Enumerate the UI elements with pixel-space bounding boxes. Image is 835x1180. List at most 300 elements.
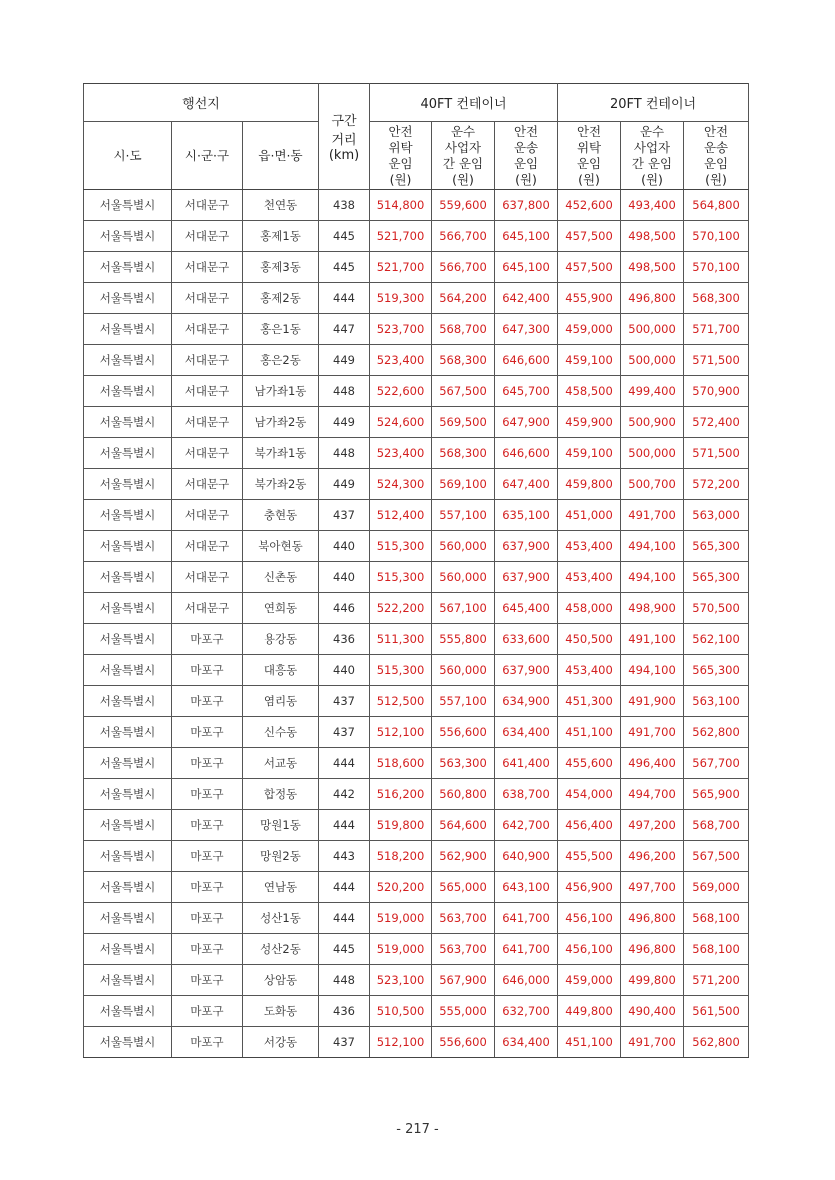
cell-20ft-consign: 459,100 [558,438,621,469]
cell-20ft-carrier: 494,100 [621,655,684,686]
cell-20ft-transport: 571,200 [684,965,749,996]
cell-40ft-carrier: 556,600 [432,717,495,748]
header-distance-line: 구간 [331,114,357,129]
header-fare-line: 간 운임 [631,155,673,171]
table-row [84,965,749,996]
cell-20ft-carrier: 491,700 [621,717,684,748]
cell-dong: 용강동 [243,624,319,655]
cell-distance: 437 [319,1027,370,1058]
table-body [84,190,749,1058]
header-fare-line: (원) [452,171,474,187]
cell-40ft-carrier: 568,300 [432,438,495,469]
cell-40ft-consign: 515,300 [370,655,432,686]
cell-20ft-transport: 567,700 [684,748,749,779]
header-fare-line: 운임 [703,155,729,171]
header-fare-col [495,122,558,190]
cell-distance: 436 [319,624,370,655]
header-fare-line: 운송 [703,139,729,155]
table-row [84,190,749,221]
cell-dong: 염리동 [243,686,319,717]
table-row [84,438,749,469]
cell-40ft-transport: 637,800 [495,190,558,221]
cell-20ft-consign: 456,100 [558,903,621,934]
header-distance-line: 거리 [331,133,357,148]
cell-20ft-transport: 572,200 [684,469,749,500]
header-fare-col [621,122,684,190]
cell-distance: 444 [319,283,370,314]
cell-dong: 북가좌1동 [243,438,319,469]
cell-sido: 서울특별시 [84,903,172,934]
cell-sido: 서울특별시 [84,376,172,407]
cell-sigungu: 서대문구 [172,562,243,593]
cell-40ft-consign: 519,000 [370,903,432,934]
header-fare-line: 사업자 [633,139,671,155]
cell-dong: 상암동 [243,965,319,996]
cell-20ft-carrier: 500,700 [621,469,684,500]
cell-40ft-consign: 520,200 [370,872,432,903]
cell-20ft-carrier: 494,700 [621,779,684,810]
cell-dong: 연남동 [243,872,319,903]
cell-20ft-carrier: 498,500 [621,252,684,283]
header-fare-col [684,122,749,190]
cell-40ft-transport: 634,900 [495,686,558,717]
cell-20ft-consign: 449,800 [558,996,621,1027]
cell-40ft-transport: 641,700 [495,934,558,965]
cell-20ft-consign: 453,400 [558,531,621,562]
cell-40ft-consign: 515,300 [370,562,432,593]
cell-dong: 대흥동 [243,655,319,686]
cell-20ft-carrier: 496,200 [621,841,684,872]
cell-dong: 망원2동 [243,841,319,872]
cell-20ft-consign: 458,000 [558,593,621,624]
cell-20ft-carrier: 496,800 [621,934,684,965]
cell-sido: 서울특별시 [84,283,172,314]
cell-20ft-consign: 459,900 [558,407,621,438]
cell-sigungu: 서대문구 [172,438,243,469]
cell-sigungu: 마포구 [172,996,243,1027]
table-header [84,84,749,190]
cell-40ft-consign: 512,400 [370,500,432,531]
cell-20ft-transport: 570,500 [684,593,749,624]
cell-20ft-consign: 455,600 [558,748,621,779]
cell-40ft-consign: 518,200 [370,841,432,872]
cell-sido: 서울특별시 [84,624,172,655]
cell-dong: 신수동 [243,717,319,748]
cell-sido: 서울특별시 [84,655,172,686]
cell-20ft-carrier: 491,700 [621,500,684,531]
table-row [84,345,749,376]
cell-sigungu: 마포구 [172,903,243,934]
cell-sigungu: 서대문구 [172,314,243,345]
cell-dong: 서교동 [243,748,319,779]
header-fare-col [558,122,621,190]
cell-20ft-consign: 451,100 [558,1027,621,1058]
cell-sigungu: 마포구 [172,686,243,717]
fare-table [83,83,749,1058]
cell-distance: 437 [319,686,370,717]
cell-40ft-carrier: 567,900 [432,965,495,996]
cell-distance: 442 [319,779,370,810]
cell-20ft-consign: 456,100 [558,934,621,965]
cell-20ft-transport: 570,100 [684,221,749,252]
cell-40ft-consign: 523,400 [370,438,432,469]
cell-40ft-transport: 634,400 [495,1027,558,1058]
cell-distance: 449 [319,469,370,500]
cell-40ft-carrier: 557,100 [432,686,495,717]
cell-dong: 홍은2동 [243,345,319,376]
cell-20ft-transport: 561,500 [684,996,749,1027]
header-sigungu: 시·군·구 [172,122,243,190]
cell-sigungu: 서대문구 [172,500,243,531]
table-row [84,779,749,810]
cell-sigungu: 마포구 [172,779,243,810]
cell-20ft-carrier: 494,100 [621,531,684,562]
cell-20ft-transport: 563,000 [684,500,749,531]
cell-dong: 신촌동 [243,562,319,593]
cell-40ft-consign: 519,300 [370,283,432,314]
cell-sigungu: 서대문구 [172,531,243,562]
cell-40ft-transport: 641,400 [495,748,558,779]
cell-dong: 홍제1동 [243,221,319,252]
cell-distance: 448 [319,376,370,407]
cell-40ft-transport: 632,700 [495,996,558,1027]
cell-40ft-transport: 633,600 [495,624,558,655]
header-sido: 시·도 [84,122,172,190]
cell-sido: 서울특별시 [84,345,172,376]
cell-distance: 440 [319,655,370,686]
cell-sido: 서울특별시 [84,252,172,283]
cell-40ft-carrier: 555,800 [432,624,495,655]
cell-20ft-consign: 459,100 [558,345,621,376]
cell-40ft-carrier: 560,800 [432,779,495,810]
cell-20ft-consign: 454,000 [558,779,621,810]
cell-40ft-transport: 647,400 [495,469,558,500]
cell-dong: 충현동 [243,500,319,531]
cell-sido: 서울특별시 [84,314,172,345]
cell-20ft-consign: 451,000 [558,500,621,531]
cell-20ft-consign: 457,500 [558,252,621,283]
table-row [84,624,749,655]
table-row [84,500,749,531]
cell-40ft-carrier: 563,700 [432,903,495,934]
table-row [84,996,749,1027]
cell-40ft-carrier: 560,000 [432,562,495,593]
header-fare-line: 사업자 [444,139,482,155]
cell-sido: 서울특별시 [84,686,172,717]
cell-sido: 서울특별시 [84,1027,172,1058]
cell-40ft-consign: 514,800 [370,190,432,221]
table-row [84,717,749,748]
cell-dong: 남가좌2동 [243,407,319,438]
cell-dong: 북아현동 [243,531,319,562]
header-fare-col [432,122,495,190]
cell-sido: 서울특별시 [84,221,172,252]
cell-40ft-consign: 521,700 [370,252,432,283]
cell-sigungu: 마포구 [172,810,243,841]
header-distance [319,84,370,190]
cell-20ft-consign: 456,900 [558,872,621,903]
cell-40ft-consign: 515,300 [370,531,432,562]
cell-20ft-carrier: 496,800 [621,903,684,934]
cell-40ft-consign: 510,500 [370,996,432,1027]
cell-20ft-carrier: 500,000 [621,438,684,469]
table-row [84,407,749,438]
cell-40ft-carrier: 568,700 [432,314,495,345]
cell-sigungu: 서대문구 [172,376,243,407]
cell-40ft-transport: 641,700 [495,903,558,934]
cell-20ft-consign: 459,800 [558,469,621,500]
cell-40ft-consign: 523,700 [370,314,432,345]
cell-20ft-consign: 459,000 [558,314,621,345]
cell-20ft-transport: 570,100 [684,252,749,283]
cell-40ft-transport: 640,900 [495,841,558,872]
header-row-2 [84,122,749,190]
cell-40ft-carrier: 556,600 [432,1027,495,1058]
cell-20ft-carrier: 499,400 [621,376,684,407]
cell-sigungu: 서대문구 [172,252,243,283]
header-fare-line: 운수 [639,123,665,139]
cell-dong: 북가좌2동 [243,469,319,500]
cell-40ft-carrier: 559,600 [432,190,495,221]
cell-dong: 천연동 [243,190,319,221]
header-fare-line: 운수 [450,123,476,139]
cell-20ft-consign: 456,400 [558,810,621,841]
header-20ft: 20FT 컨테이너 [558,84,749,122]
cell-20ft-transport: 565,300 [684,655,749,686]
table-row [84,841,749,872]
cell-40ft-consign: 512,500 [370,686,432,717]
table-row [84,593,749,624]
cell-sido: 서울특별시 [84,934,172,965]
cell-sigungu: 마포구 [172,934,243,965]
cell-20ft-consign: 453,400 [558,655,621,686]
cell-40ft-consign: 522,600 [370,376,432,407]
cell-sigungu: 마포구 [172,872,243,903]
table-row [84,252,749,283]
cell-20ft-transport: 564,800 [684,190,749,221]
cell-40ft-transport: 647,900 [495,407,558,438]
cell-sigungu: 서대문구 [172,407,243,438]
cell-sigungu: 서대문구 [172,283,243,314]
header-fare-line: (원) [578,171,600,187]
table-row [84,562,749,593]
header-fare-line: 위탁 [388,139,413,155]
cell-20ft-carrier: 494,100 [621,562,684,593]
cell-20ft-consign: 451,300 [558,686,621,717]
cell-sido: 서울특별시 [84,996,172,1027]
header-fare-line: 운임 [513,155,539,171]
cell-40ft-carrier: 567,100 [432,593,495,624]
table-row [84,748,749,779]
table-row [84,686,749,717]
header-fare-line: 안전 [703,123,729,139]
cell-20ft-transport: 568,100 [684,934,749,965]
header-fare-line: (원) [515,171,537,187]
table-row [84,314,749,345]
cell-20ft-carrier: 491,900 [621,686,684,717]
header-fare-line: 위탁 [576,139,602,155]
cell-sigungu: 서대문구 [172,593,243,624]
cell-sigungu: 마포구 [172,655,243,686]
cell-20ft-transport: 571,500 [684,438,749,469]
cell-20ft-carrier: 500,000 [621,314,684,345]
table-row [84,903,749,934]
table-row [84,469,749,500]
cell-sigungu: 서대문구 [172,221,243,252]
cell-dong: 도화동 [243,996,319,1027]
cell-40ft-consign: 524,300 [370,469,432,500]
cell-40ft-transport: 637,900 [495,655,558,686]
cell-20ft-consign: 452,600 [558,190,621,221]
cell-distance: 448 [319,438,370,469]
header-eupmyeondong: 읍·면·동 [243,122,319,190]
cell-20ft-carrier: 500,000 [621,345,684,376]
cell-sigungu: 마포구 [172,965,243,996]
header-fare-line: 간 운임 [442,155,484,171]
cell-sigungu: 마포구 [172,748,243,779]
cell-distance: 446 [319,593,370,624]
cell-40ft-transport: 645,400 [495,593,558,624]
header-region: 행선지 [84,84,319,122]
cell-20ft-transport: 565,300 [684,531,749,562]
cell-40ft-transport: 635,100 [495,500,558,531]
header-fare-line: 안전 [576,123,602,139]
cell-20ft-transport: 571,500 [684,345,749,376]
cell-40ft-carrier: 563,700 [432,934,495,965]
cell-40ft-carrier: 557,100 [432,500,495,531]
cell-20ft-transport: 565,900 [684,779,749,810]
cell-20ft-consign: 455,500 [558,841,621,872]
cell-20ft-transport: 568,700 [684,810,749,841]
cell-20ft-carrier: 499,800 [621,965,684,996]
cell-distance: 443 [319,841,370,872]
cell-40ft-consign: 522,200 [370,593,432,624]
cell-20ft-consign: 450,500 [558,624,621,655]
cell-sigungu: 서대문구 [172,345,243,376]
header-fare-line: 운임 [576,155,602,171]
cell-40ft-carrier: 567,500 [432,376,495,407]
cell-40ft-carrier: 569,500 [432,407,495,438]
cell-20ft-carrier: 496,800 [621,283,684,314]
cell-40ft-carrier: 564,600 [432,810,495,841]
cell-dong: 망원1동 [243,810,319,841]
cell-20ft-carrier: 497,700 [621,872,684,903]
cell-40ft-consign: 518,600 [370,748,432,779]
cell-20ft-carrier: 500,900 [621,407,684,438]
header-fare-line: 운송 [513,139,539,155]
cell-40ft-consign: 523,400 [370,345,432,376]
cell-40ft-carrier: 562,900 [432,841,495,872]
cell-40ft-consign: 523,100 [370,965,432,996]
cell-40ft-carrier: 569,100 [432,469,495,500]
cell-dong: 홍제2동 [243,283,319,314]
table-row [84,221,749,252]
cell-sigungu: 마포구 [172,624,243,655]
cell-20ft-carrier: 493,400 [621,190,684,221]
cell-20ft-transport: 567,500 [684,841,749,872]
cell-distance: 444 [319,810,370,841]
header-fare-col [370,122,432,190]
cell-40ft-carrier: 564,200 [432,283,495,314]
cell-sido: 서울특별시 [84,965,172,996]
cell-distance: 448 [319,965,370,996]
table-row [84,531,749,562]
cell-sido: 서울특별시 [84,717,172,748]
cell-dong: 홍제3동 [243,252,319,283]
cell-20ft-transport: 562,800 [684,1027,749,1058]
cell-40ft-transport: 637,900 [495,531,558,562]
cell-distance: 445 [319,221,370,252]
cell-distance: 444 [319,872,370,903]
cell-sido: 서울특별시 [84,190,172,221]
cell-40ft-consign: 512,100 [370,1027,432,1058]
cell-20ft-carrier: 498,500 [621,221,684,252]
cell-sido: 서울특별시 [84,872,172,903]
table-row [84,376,749,407]
header-fare-line: (원) [641,171,663,187]
cell-40ft-transport: 645,100 [495,252,558,283]
cell-20ft-transport: 562,100 [684,624,749,655]
cell-40ft-carrier: 560,000 [432,531,495,562]
cell-20ft-consign: 453,400 [558,562,621,593]
cell-sigungu: 서대문구 [172,469,243,500]
cell-sigungu: 마포구 [172,717,243,748]
cell-dong: 서강동 [243,1027,319,1058]
table-row [84,655,749,686]
cell-sigungu: 마포구 [172,841,243,872]
header-fare-line: 안전 [388,123,413,139]
table-row [84,810,749,841]
cell-distance: 438 [319,190,370,221]
cell-40ft-consign: 512,100 [370,717,432,748]
header-40ft: 40FT 컨테이너 [370,84,558,122]
cell-sigungu: 서대문구 [172,190,243,221]
cell-sido: 서울특별시 [84,810,172,841]
cell-20ft-consign: 455,900 [558,283,621,314]
cell-20ft-carrier: 491,700 [621,1027,684,1058]
cell-40ft-transport: 642,400 [495,283,558,314]
cell-40ft-consign: 524,600 [370,407,432,438]
cell-sigungu: 마포구 [172,1027,243,1058]
cell-20ft-carrier: 498,900 [621,593,684,624]
cell-dong: 성산2동 [243,934,319,965]
cell-dong: 성산1동 [243,903,319,934]
header-fare-line: (원) [389,171,412,187]
cell-40ft-transport: 646,600 [495,345,558,376]
cell-20ft-transport: 565,300 [684,562,749,593]
cell-40ft-transport: 642,700 [495,810,558,841]
table-row [84,1027,749,1058]
cell-sido: 서울특별시 [84,841,172,872]
cell-distance: 437 [319,500,370,531]
cell-40ft-consign: 519,800 [370,810,432,841]
cell-20ft-transport: 568,100 [684,903,749,934]
cell-20ft-transport: 562,800 [684,717,749,748]
cell-20ft-carrier: 491,100 [621,624,684,655]
cell-20ft-carrier: 496,400 [621,748,684,779]
table-row [84,283,749,314]
cell-dong: 연희동 [243,593,319,624]
cell-distance: 436 [319,996,370,1027]
cell-40ft-carrier: 566,700 [432,221,495,252]
cell-sido: 서울특별시 [84,748,172,779]
cell-20ft-consign: 459,000 [558,965,621,996]
cell-distance: 447 [319,314,370,345]
cell-20ft-transport: 563,100 [684,686,749,717]
cell-20ft-consign: 457,500 [558,221,621,252]
cell-20ft-carrier: 497,200 [621,810,684,841]
cell-20ft-transport: 569,000 [684,872,749,903]
